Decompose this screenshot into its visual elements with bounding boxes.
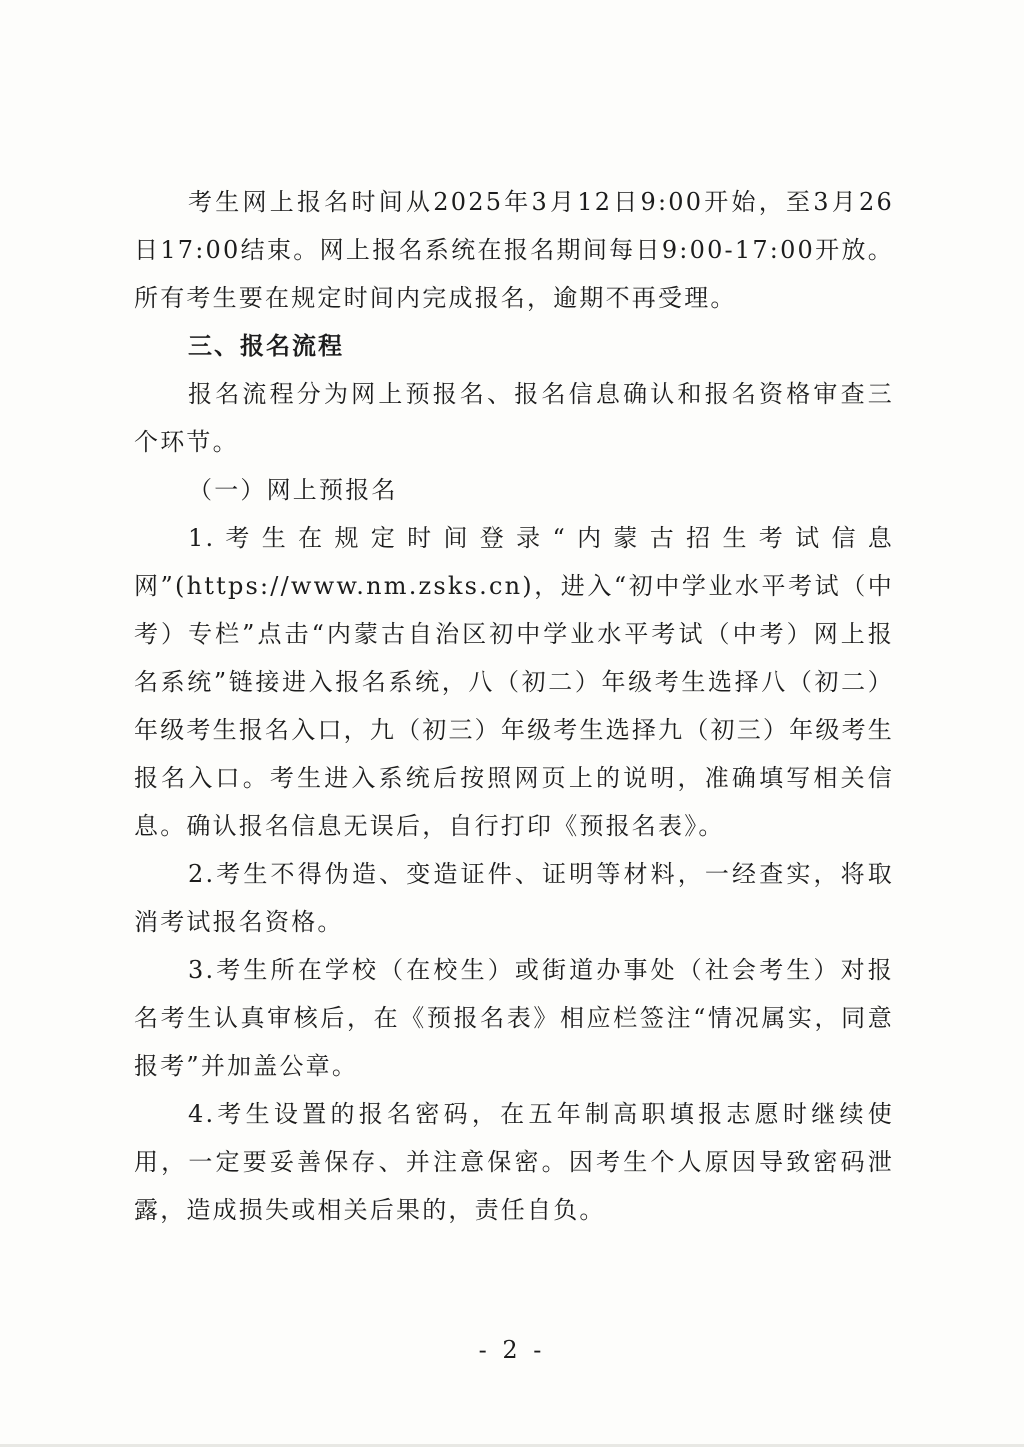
paragraph-item-4-password: 4.考生设置的报名密码，在五年制高职填报志愿时继续使用，一定要妥善保存、并注意保密。因考生个人原因导致密码泄露，造成损失或相关后果的，责任自负。 — [134, 1100, 894, 1224]
subsection-heading-online-preregistration: （一）网上预报名 — [188, 476, 398, 504]
paragraph-registration-time: 考生网上报名时间从2025年3月12日9:00开始，至3月26日17:00结束。网上报名系统在报名期间每日9:00-17:00开放。所有考生要在规定时间内完成报名，逾期不再受理。 — [134, 188, 894, 312]
paragraph-process-overview: 报名流程分为网上预报名、报名信息确认和报名资格审查三个环节。 — [134, 380, 894, 456]
section-heading-registration-process: 三、报名流程 — [188, 332, 344, 360]
document-body — [134, 178, 894, 1234]
paragraph-item-3-school-review: 3.考生所在学校（在校生）或街道办事处（社会考生）对报名考生认真审核后，在《预报名表》相应栏签注“情况属实，同意报考”并加盖公章。 — [134, 956, 894, 1080]
page-number: - 2 - — [478, 1336, 546, 1364]
paragraph-item-2-no-forgery: 2.考生不得伪造、变造证件、证明等材料，一经查实，将取消考试报名资格。 — [134, 860, 894, 936]
paragraph-item-1-login: 1.考生在规定时间登录“内蒙古招生考试信息网”(https://www.nm.zsks.cn)，进入“初中学业水平考试（中考）专栏”点击“内蒙古自治区初中学业水平考试（中考）网上报名系统”链接进入报名系统，八（初二）年级考生选择八（初二）年级考生报名入口，九（初三）年级考生选择九（初三）年级考生报名入口。考生进入系统后按照网页上的说明，准确填写相关信息。确认报名信息无误后，自行打印《预报名表》。 — [134, 524, 894, 840]
